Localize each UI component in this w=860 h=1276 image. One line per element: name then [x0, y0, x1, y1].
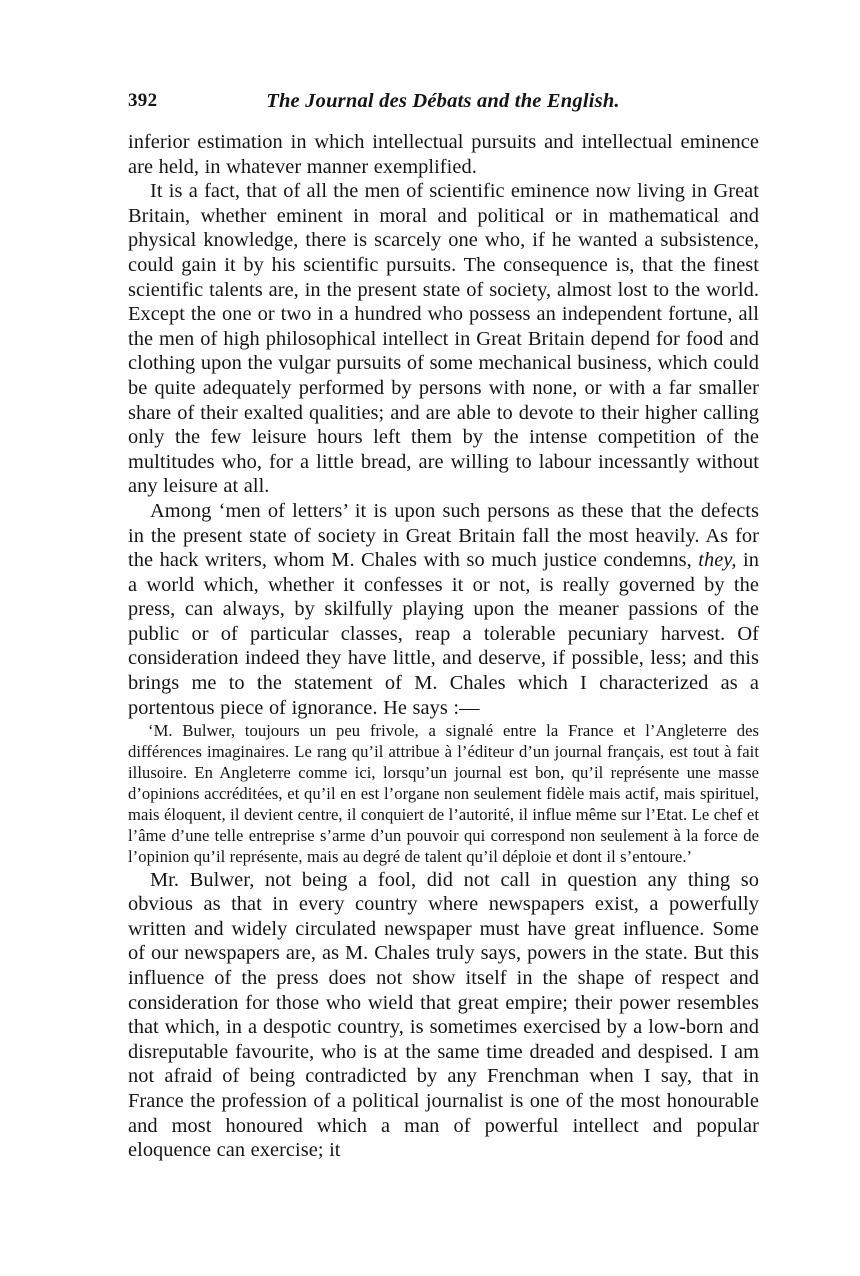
paragraph-scientific-eminence: It is a fact, that of all the men of scientific eminence now living in Great Britain, whether eminent in moral and political or in mathematical and physical knowledge, there is scarcely one who, if he wanted a subsistence, could gain it by his scientific pursuits. The consequence is, that the finest scientific talents are, in the present state of society, almost lost to the world. Except the one or two in a hundred who possess an independent fortune, all the men of high philosophical intellect in Great Britain depend for food and clothing upon the vulgar pursuits of some mechanical business, which could be quite adequately performed by persons with none, or with a far smaller share of their exalted qualities; and are able to devote to their higher calling only the few leisure hours left them by the intense competition of the multitudes who, for a little bread, are willing to labour incessantly without any leisure at all.	[128, 180, 759, 498]
paragraph-continuation: inferior estimation in which intellectual pursuits and intellectual eminence are held, in whatever manner exemplified.	[128, 131, 759, 178]
paragraph-men-of-letters-part1: Among ‘men of letters’ it is upon such persons as these that the defects in the present state of society in Great Britain fall the most heavily. As for the hack writers, whom M. Chales with so much justice condemns,	[128, 499, 759, 572]
paragraph-men-of-letters	[128, 499, 759, 720]
emphasis-they: they,	[698, 549, 737, 572]
french-quotation: ‘M. Bulwer, toujours un peu frivole, a signalé entre la France et l’Angleterre des différences imaginaires. Le rang qu’il attribue à l’éditeur d’un journal français, est tout à fait illusoire. En Angleterre comme ici, lorsqu’un journal est bon, qu’il représente une masse d’opinions accréditées, et qu’il en est l’organe non seulement fidèle mais actif, mais spirituel, mais éloquent, il devient centre, il conquiert de l’autorité, il influe même sur l’Etat. Le chef et l’âme d’une telle entreprise s’arme d’un pouvoir qui correspond non seulement à la force de l’opinion qu’il représente, mais au degré de talent qu’il déploie et dont il s’entoure.’	[128, 721, 759, 866]
paragraph-men-of-letters-part2: in a world which, whether it confesses it or not, is really governed by the press, can always, by skilfully playing upon the meaner passions of the public or of particular classes, reap a tolerable pecuniary harvest. Of consideration indeed they have little, and deserve, if possible, less; and this brings me to the statement of M. Chales which I characterized as a portentous piece of ignorance. He says :—	[128, 549, 760, 719]
page-number: 392	[128, 90, 158, 111]
paragraph-mr-bulwer: Mr. Bulwer, not being a fool, did not call in question any thing so obvious as that in every country where newspapers exist, a powerfully written and widely circulated newspaper must have great influence. Some of our newspapers are, as M. Chales truly says, powers in the state. But this influence of the press does not show itself in the shape of respect and consideration for those who wield that great empire; their power resembles that which, in a despotic country, is sometimes exercised by a low-born and disreputable favourite, who is at the same time dreaded and despised. I am not afraid of being contradicted by any Frenchman when I say, that in France the profession of a political journalist is one of the most honourable and most honoured which a man of powerful intellect and popular eloquence can exercise; it	[128, 868, 759, 1162]
running-title: The Journal des Débats and the English.	[266, 90, 620, 112]
running-head	[128, 88, 758, 114]
body-text-column	[128, 130, 759, 1163]
